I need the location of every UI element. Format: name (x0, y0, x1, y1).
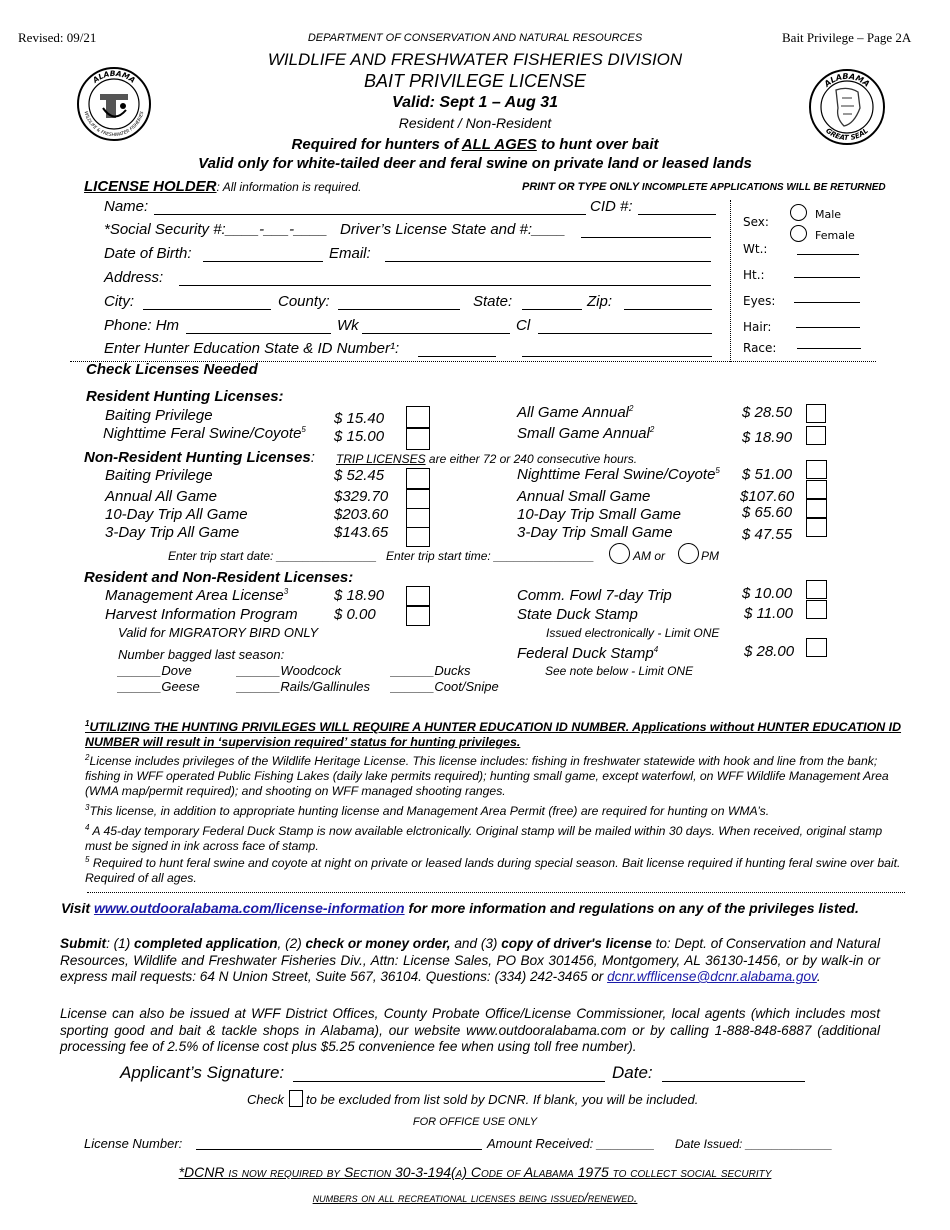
form-title: BAIT PRIVILEGE LICENSE (363, 71, 587, 91)
footnote-5: $^5$ Required to hunt feral swine and coyote at night on private or leased lands during special season. Bait license required if hunting feral swine over bait. Required of all ages. (85, 855, 901, 886)
hunter-ed-state-field[interactable] (418, 356, 496, 357)
validity-restriction: Valid only for white-tailed deer and feral swine on private land or leased lands (198, 155, 752, 172)
hair-label: Hair: (743, 320, 772, 334)
dove-count-field[interactable]: ______Dove (118, 663, 192, 678)
wildlife-division-seal-icon (76, 66, 152, 142)
nr-night-feral-label: Nighttime Feral Swine/Coyote$^5$ (517, 466, 720, 483)
signature-label: Applicant’s Signature: (120, 1063, 285, 1082)
trip-licenses-note: TRIP LICENSES are either 72 or 240 consecutive hours. (336, 452, 638, 466)
baiting-privilege-label: Baiting Privilege (105, 407, 213, 424)
ten-day-all-game-price: $203.60 (334, 506, 389, 523)
drivers-license-field[interactable] (581, 237, 711, 238)
phone-cell-label: Cl (516, 317, 531, 334)
annual-small-game-checkbox[interactable] (806, 480, 827, 499)
date-field[interactable] (662, 1081, 805, 1082)
issuance-locations: License can also be issued at WFF District Offices, County Probate Office/License Commissioner, local agents (which includes most sporting good and bait & tackle shops in Alabama), our website www.outdooralabama.com or by calling 1-888-848-6887 (additional processing fee of 2.5% of license cost plus $5.25 convenience fee when using toll free number). (60, 1006, 880, 1054)
night-feral-resident-price: $ 15.00 (334, 428, 385, 445)
residency-type: Resident / Non-Resident (398, 115, 552, 131)
female-radio[interactable] (790, 225, 807, 242)
check-licenses-heading: Check Licenses Needed (86, 361, 258, 378)
hair-field[interactable] (796, 327, 860, 328)
phone-work-label: Wk (337, 317, 359, 334)
pm-radio[interactable] (678, 543, 699, 564)
print-notice: PRINT OR TYPE ONLY INCOMPLETE APPLICATIONS WILL BE RETURNED (522, 181, 886, 193)
nr-baiting-privilege-label: Baiting Privilege (105, 467, 213, 484)
woodcock-count-field[interactable]: ______Woodcock (237, 663, 342, 678)
female-label: Female (815, 229, 855, 242)
pm-label: PM (701, 549, 719, 563)
notes-divider (87, 892, 905, 893)
height-field[interactable] (794, 277, 860, 278)
male-radio[interactable] (790, 204, 807, 221)
night-feral-resident-label: Nighttime Feral Swine/Coyote$^5$ (103, 425, 306, 442)
visit-website-line: Visit www.outdooralabama.com/license-information for more information and regulations on any of the privileges listed. (61, 900, 859, 916)
cid-field[interactable] (638, 214, 716, 215)
baiting-privilege-price: $ 15.40 (334, 410, 385, 427)
height-label: Ht.: (743, 268, 765, 282)
bagged-heading: Number bagged last season: (118, 647, 285, 662)
division-name: WILDLIFE AND FRESHWATER FISHERIES DIVISION (267, 50, 683, 69)
ten-day-small-game-label: 10-Day Trip Small Game (517, 506, 681, 523)
county-field[interactable] (338, 309, 460, 310)
zip-label: Zip: (587, 293, 613, 310)
comm-fowl-label: Comm. Fowl 7-day Trip (517, 587, 672, 604)
phone-home-label: Phone: Hm (104, 317, 180, 334)
resident-heading: Resident Hunting Licenses: (86, 388, 284, 405)
ducks-count-field[interactable]: ______Ducks (391, 663, 471, 678)
all-game-annual-label: All Game Annual$^2$ (517, 404, 634, 421)
date-issued-field[interactable]: Date Issued: _____________ (675, 1137, 833, 1151)
three-day-all-game-price: $143.65 (334, 524, 389, 541)
footnote-4: $^4$ A 45-day temporary Federal Duck Stamp is now available elctronically. Original stamp will be mailed within 30 days. When received, original stamp must be signed in ink across face of stamp. (85, 823, 883, 854)
exclude-check-pre: Check (247, 1092, 284, 1107)
resident-nonresident-heading: Resident and Non-Resident Licenses: (84, 569, 354, 586)
dob-field[interactable] (203, 261, 323, 262)
small-game-annual-label: Small Game Annual$^2$ (517, 425, 655, 442)
hunter-ed-id-field[interactable] (522, 356, 712, 357)
nr-night-feral-price: $ 51.00 (742, 466, 793, 483)
sex-label: Sex: (743, 215, 769, 229)
address-field[interactable] (179, 285, 711, 286)
small-game-annual-checkbox[interactable] (806, 426, 826, 445)
page-reference: Bait Privilege – Page 2A (782, 30, 912, 45)
male-label: Male (815, 208, 842, 221)
rails-count-field[interactable]: ______Rails/Gallinules (237, 679, 370, 694)
federal-duck-stamp-label: Federal Duck Stamp$^4$ (517, 645, 659, 662)
email-link[interactable]: dcnr.wfflicense@dcnr.alabama.gov (607, 969, 817, 984)
race-label: Race: (743, 341, 777, 355)
hip-checkbox[interactable] (406, 606, 430, 626)
annual-small-game-price: $107.60 (740, 488, 795, 505)
revised-date: Revised: 09/21 (18, 30, 97, 45)
eyes-label: Eyes: (743, 294, 776, 308)
state-duck-stamp-price: $ 11.00 (744, 605, 793, 622)
nonresident-heading: Non-Resident Hunting Licenses: (84, 449, 315, 466)
three-day-small-game-price: $ 47.55 (742, 526, 793, 543)
ssn-field[interactable]: *Social Security #:____-___-____ (104, 221, 328, 238)
svg-text:WILDLIFE & FRESHWATER FISHERIE: WILDLIFE & FRESHWATER FISHERIES (82, 110, 146, 139)
great-seal-of-alabama-icon (808, 68, 886, 146)
amount-received-field[interactable]: Amount Received: ________ (487, 1136, 655, 1151)
management-area-label: Management Area License$^3$ (105, 587, 289, 604)
svg-text:GREAT SEAL: GREAT SEAL (824, 126, 870, 143)
eyes-field[interactable] (794, 302, 860, 303)
annual-all-game-label: Annual All Game (105, 488, 218, 505)
three-day-all-game-label: 3-Day Trip All Game (105, 524, 240, 541)
phone-cell-field[interactable] (538, 333, 712, 334)
federal-duck-note: See note below - Limit ONE (545, 664, 694, 678)
ten-day-small-game-price: $ 65.60 (742, 504, 793, 521)
race-field[interactable] (797, 348, 861, 349)
license-holder-heading: LICENSE HOLDER: All information is required. (84, 178, 362, 195)
name-field[interactable] (154, 214, 586, 215)
county-label: County: (278, 293, 330, 310)
nr-night-feral-checkbox[interactable] (806, 460, 827, 479)
ten-day-all-game-checkbox[interactable] (406, 508, 430, 528)
svg-text:ALABAMA: ALABAMA (822, 71, 872, 89)
three-day-all-game-checkbox[interactable] (406, 527, 430, 547)
annual-small-game-label: Annual Small Game (517, 488, 651, 505)
valid-period: Valid: Sept 1 – Aug 31 (392, 94, 558, 111)
svg-text:ALABAMA: ALABAMA (90, 68, 138, 85)
footnote-1: $^1$UTILIZING THE HUNTING PRIVILEGES WILL REQUIRE A HUNTER EDUCATION ID NUMBER. Applications without HUNTER EDUCATION ID NUMBER will result in ‘supervision required’ status for hunting privileges. (85, 719, 902, 750)
ssn-requirement-line-2: numbers on all recreational licenses being issued/renewed. (312, 1190, 638, 1205)
license-number-field[interactable] (196, 1149, 482, 1150)
date-label: Date: (612, 1063, 653, 1082)
three-day-small-game-label: 3-Day Trip Small Game (517, 524, 673, 541)
state-field[interactable] (522, 309, 582, 310)
federal-duck-stamp-checkbox[interactable] (806, 638, 827, 657)
age-requirement: Required for hunters of ALL AGES to hunt over bait (291, 136, 659, 153)
state-duck-stamp-label: State Duck Stamp (517, 606, 638, 623)
am-label: AM or (633, 549, 666, 563)
email-field[interactable] (385, 261, 711, 262)
all-game-annual-checkbox[interactable] (806, 404, 826, 423)
email-label: Email: (329, 245, 371, 262)
exclude-list-checkbox[interactable] (289, 1090, 303, 1107)
trip-start-time-field[interactable]: Enter trip start time: _______________ (386, 549, 595, 563)
federal-duck-stamp-price: $ 28.00 (744, 643, 795, 660)
baiting-privilege-checkbox[interactable] (406, 406, 430, 428)
department-name: DEPARTMENT OF CONSERVATION AND NATURAL RESOURCES (307, 32, 643, 44)
footnote-3: $^3$This license, in addition to appropriate hunting license and Management Area Permit (free) are required for hunting on WMA’s. (85, 803, 770, 819)
annual-all-game-price: $329.70 (334, 488, 389, 505)
am-radio[interactable] (609, 543, 630, 564)
hip-price: $ 0.00 (334, 606, 376, 623)
three-day-small-game-checkbox[interactable] (806, 518, 827, 537)
weight-field[interactable] (797, 254, 859, 255)
phone-home-field[interactable] (186, 333, 331, 334)
license-info-link[interactable]: www.outdooralabama.com/license-information (93, 900, 405, 916)
all-game-annual-price: $ 28.50 (742, 404, 793, 421)
weight-label: Wt.: (743, 242, 768, 256)
cid-label: CID #: (590, 198, 633, 215)
state-duck-stamp-checkbox[interactable] (806, 600, 827, 619)
footnote-2: $^2$License includes privileges of the Wildlife Heritage License. This license includes: fishing in freshwater statewide with hook and line from the bank; fishing in WFF operated Public Fishing Lakes (daily lake permits required); hunting small game, except waterfowl, on WFF Wildlife Management Area (WMA map/permit required); and shooting on WFF managed shooting ranges. (85, 753, 889, 799)
small-game-annual-price: $ 18.90 (742, 429, 793, 446)
nr-baiting-privilege-price: $ 52.45 (334, 467, 385, 484)
submit-instructions: Submit: (1) completed application, (2) check or money order, and (3) copy of driver's license to: Dept. of Conservation and Natural Resources, Wildlife and Freshwater Fisheries Div., Attn: License Sales, PO Box 301456, Montgomery, AL 36130-1456, or by walk-in or express mail requests: 64 N Union Street, Suite 567, 36104. Questions: (334) 242-3465 or dcnr.wfflicense@dcnr.alabama.gov. (60, 936, 881, 984)
coot-count-field[interactable]: ______Coot/Snipe (391, 679, 499, 694)
state-label: State: (473, 293, 513, 310)
geese-count-field[interactable]: ______Geese (118, 679, 200, 694)
nr-baiting-privilege-checkbox[interactable] (406, 468, 430, 489)
address-label: Address: (104, 269, 164, 286)
license-number-label: License Number: (84, 1136, 183, 1151)
ten-day-all-game-label: 10-Day Trip All Game (105, 506, 248, 523)
comm-fowl-checkbox[interactable] (806, 580, 827, 599)
management-area-price: $ 18.90 (334, 587, 385, 604)
management-area-checkbox[interactable] (406, 586, 430, 606)
city-label: City: (104, 293, 134, 310)
dob-label: Date of Birth: (104, 245, 192, 262)
name-label: Name: (104, 198, 149, 215)
zip-field[interactable] (624, 309, 712, 310)
office-use-heading: FOR OFFICE USE ONLY (412, 1116, 538, 1128)
annual-all-game-checkbox[interactable] (406, 489, 430, 509)
comm-fowl-price: $ 10.00 (742, 585, 793, 602)
phone-work-field[interactable] (362, 333, 510, 334)
ten-day-small-game-checkbox[interactable] (806, 499, 827, 518)
city-field[interactable] (143, 309, 271, 310)
night-feral-resident-checkbox[interactable] (406, 428, 430, 450)
hunter-ed-label: Enter Hunter Education State & ID Number¹: (104, 340, 400, 357)
trip-start-date-field[interactable]: Enter trip start date: _______________ (168, 549, 377, 563)
signature-field[interactable] (293, 1081, 605, 1082)
ssn-requirement-line-1: *DCNR is now required by Section 30-3-194(a) Code of Alabama 1975 to collect social security (178, 1164, 772, 1180)
hip-note: Valid for MIGRATORY BIRD ONLY (118, 625, 319, 640)
column-divider (730, 200, 731, 362)
drivers-license-label: Driver’s License State and #:____ (340, 221, 566, 238)
state-duck-note: Issued electronically - Limit ONE (546, 626, 720, 640)
exclude-check-post: to be excluded from list sold by DCNR. If blank, you will be included. (306, 1092, 699, 1107)
hip-label: Harvest Information Program (105, 606, 298, 623)
